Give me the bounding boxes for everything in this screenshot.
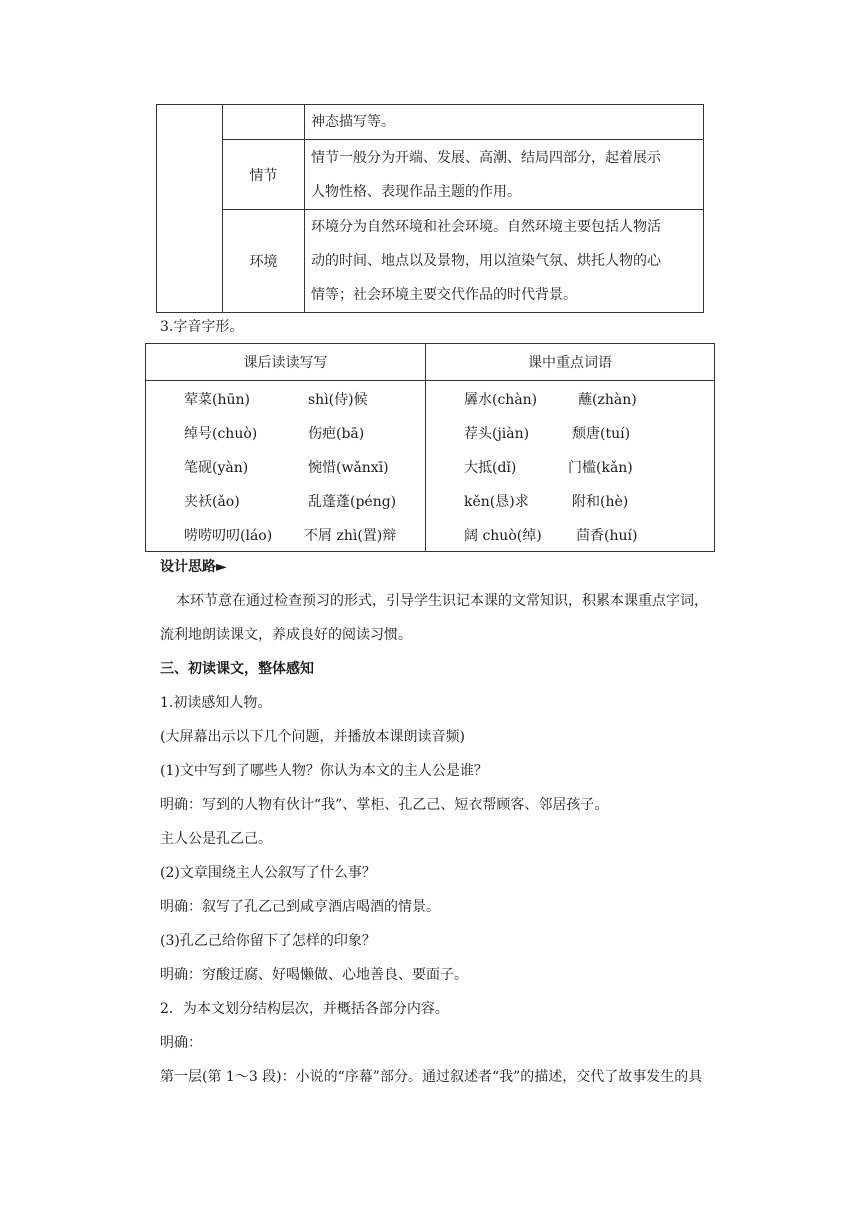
- word-item: 荐头(jiàn): [464, 426, 530, 442]
- paragraph: 第一层(第 1～3 段)：小说的“序幕”部分。通过叙述者“我”的描述，交代了故事发生的具: [160, 1069, 703, 1085]
- text-line: 环境分为自然环境和社会环境。自然环境主要包括人物活: [311, 219, 661, 235]
- word-item: 蘸(zhàn): [578, 392, 637, 408]
- word-item: 羼水(chàn): [464, 392, 538, 408]
- word-item: 夹袄(ǎo): [184, 494, 240, 510]
- paragraph: 明确：: [160, 1035, 202, 1051]
- word-item: shì(侍)候: [308, 392, 368, 408]
- word-list-right: [426, 381, 715, 552]
- word-item: 伤疤(bā): [308, 426, 365, 442]
- word-item: 笔砚(yàn): [184, 460, 249, 476]
- word-item: 唠唠叨叨(láo): [184, 528, 273, 544]
- paragraph: (大屏幕出示以下几个问题，并播放本课朗读音频): [160, 729, 465, 745]
- heading-pronunciation: 3.字音字形。: [160, 319, 244, 335]
- paragraph: 1.初读感知人物。: [160, 695, 272, 711]
- word-item: 乱蓬蓬(péng): [308, 494, 397, 510]
- word-item: kěn(恳)求: [464, 494, 529, 510]
- table-cell: 神态描写等。: [305, 105, 704, 140]
- word-item: 附和(hè): [572, 494, 629, 510]
- word-item: 茴香(huí): [576, 528, 638, 544]
- text-line: 动的时间、地点以及景物，用以渲染气氛、烘托人物的心: [311, 253, 661, 269]
- text-line: 人物性格、表现作品主题的作用。: [311, 183, 521, 200]
- word-item: 颓唐(tuí): [572, 426, 631, 442]
- design-title: 设计思路►: [160, 559, 227, 575]
- word-list-left: [146, 381, 426, 552]
- row-label-setting: 环境: [223, 210, 305, 313]
- text-line: 情等；社会环境主要交代作品的时代背景。: [311, 287, 577, 303]
- word-item: 绰号(chuò): [184, 426, 258, 442]
- answer: 明确：叙写了孔乙己到咸亨酒店喝酒的情景。: [160, 899, 440, 915]
- answer: 明确：写到的人物有伙计“我”、掌柜、孔乙己、短衣帮顾客、邻居孩子。: [160, 797, 609, 813]
- paragraph: 流利地朗读课文，养成良好的阅读习惯。: [160, 627, 412, 643]
- paragraph: 2．为本文划分结构层次，并概括各部分内容。: [160, 1001, 449, 1017]
- question: (2)文章围绕主人公叙写了什么事？: [160, 865, 376, 881]
- section-heading: 三、初读课文，整体感知: [160, 661, 314, 677]
- answer: 明确：穷酸迂腐、好喝懒做、心地善良、要面子。: [160, 967, 468, 983]
- merged-category-cell: [157, 105, 223, 313]
- row-label-plot: 情节: [223, 140, 305, 210]
- word-item: 不屑 zhì(置)辩: [304, 528, 397, 544]
- word-item: 大抵(dǐ): [464, 460, 517, 476]
- text-line: 情节一般分为开端、发展、高潮、结局四部分，起着展示: [311, 149, 661, 166]
- table-cell: [305, 210, 704, 313]
- column-header-left: 课后读读写写: [146, 344, 426, 381]
- empty-label-cell: [223, 105, 305, 140]
- paragraph: 本环节意在通过检查预习的形式，引导学生识记本课的文常知识，积累本课重点字词，: [176, 593, 708, 609]
- question: (3)孔乙己给你留下了怎样的印象？: [160, 933, 376, 949]
- table-cell: [305, 140, 704, 210]
- column-header-right: 课中重点词语: [426, 344, 715, 381]
- answer: 主人公是孔乙己。: [160, 831, 272, 847]
- word-item: 阔 chuò(绰): [464, 528, 542, 544]
- character-elements-table: [156, 104, 704, 313]
- pinyin-table: [145, 343, 715, 552]
- word-item: 门槛(kǎn): [568, 460, 633, 476]
- word-item: 荤菜(hūn): [184, 392, 250, 408]
- question: (1)文中写到了哪些人物？你认为本文的主人公是谁？: [160, 763, 488, 779]
- word-item: 惋惜(wǎnxī): [308, 460, 389, 476]
